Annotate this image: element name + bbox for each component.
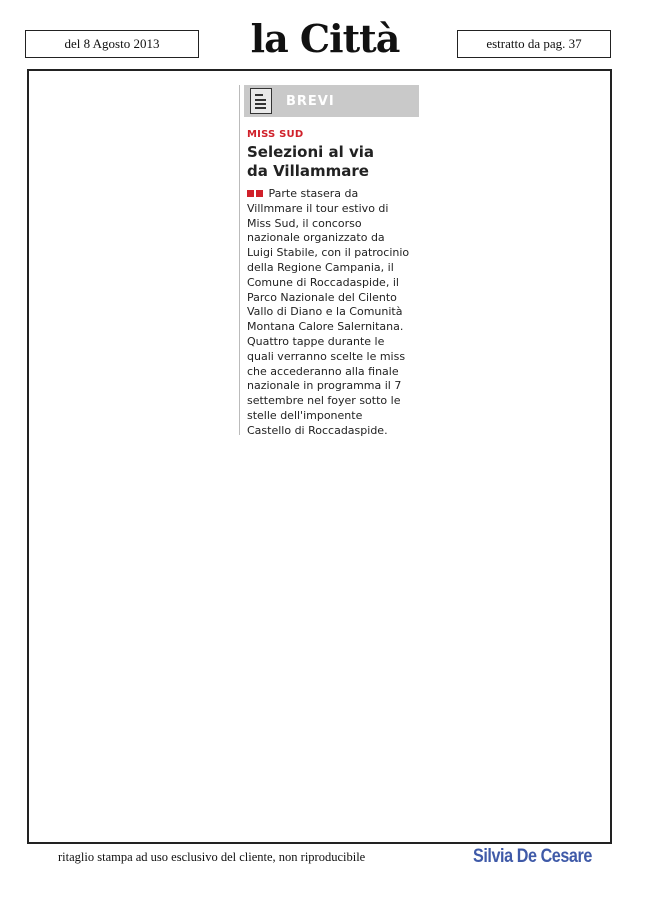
body-line: Miss Sud, il concorso bbox=[247, 216, 362, 230]
section-label: BREVI bbox=[286, 93, 335, 109]
body-line-first bbox=[247, 187, 425, 202]
body-line: nazionale organizzato da bbox=[247, 231, 385, 245]
body-line: Montana Calore Salernitana. bbox=[247, 320, 404, 334]
article-body bbox=[247, 187, 425, 439]
body-line: Vallo di Diano e la Comunità bbox=[247, 305, 403, 319]
body-line: Comune di Roccadaspide, il bbox=[247, 275, 399, 289]
body-line: Quattro tappe durante le bbox=[247, 334, 385, 348]
section-bar bbox=[244, 85, 419, 117]
body-line: Villmmare il tour estivo di bbox=[247, 201, 389, 215]
newspaper-masthead: la Città bbox=[250, 16, 400, 61]
body-line: settembre nel foyer sotto le bbox=[247, 394, 401, 408]
article-rubric: MISS SUD bbox=[247, 129, 304, 140]
article-clipping bbox=[232, 85, 422, 435]
publication-date-box bbox=[25, 30, 199, 58]
bullet-square-icon bbox=[256, 190, 263, 197]
body-line: Parte stasera da bbox=[268, 187, 359, 200]
usage-notice: ritaglio stampa ad uso esclusivo del cliente, non riproducibile bbox=[58, 850, 366, 864]
page-extract-box bbox=[457, 30, 611, 58]
body-line: che accederanno alla finale bbox=[247, 364, 399, 378]
headline-line: Selezioni al via bbox=[247, 143, 375, 161]
body-line: Castello di Roccadaspide. bbox=[247, 423, 388, 437]
body-line: stelle dell'imponente bbox=[247, 408, 363, 422]
author-signature: Silvia De Cesare bbox=[473, 846, 592, 867]
document-icon bbox=[250, 88, 272, 114]
page-extract: estratto da pag. 37 bbox=[486, 36, 582, 51]
column-rule bbox=[239, 85, 240, 435]
bullet-square-icon bbox=[247, 190, 254, 197]
publication-date: del 8 Agosto 2013 bbox=[64, 36, 160, 51]
body-line: Parco Nazionale del Cilento bbox=[247, 290, 397, 304]
headline-line: da Villammare bbox=[247, 162, 369, 180]
body-line: quali verranno scelte le miss bbox=[247, 349, 406, 363]
body-line: Luigi Stabile, con il patrocinio bbox=[247, 246, 410, 260]
article-headline bbox=[247, 143, 427, 181]
body-line: nazionale in programma il 7 bbox=[247, 379, 402, 393]
body-line: della Regione Campania, il bbox=[247, 260, 394, 274]
